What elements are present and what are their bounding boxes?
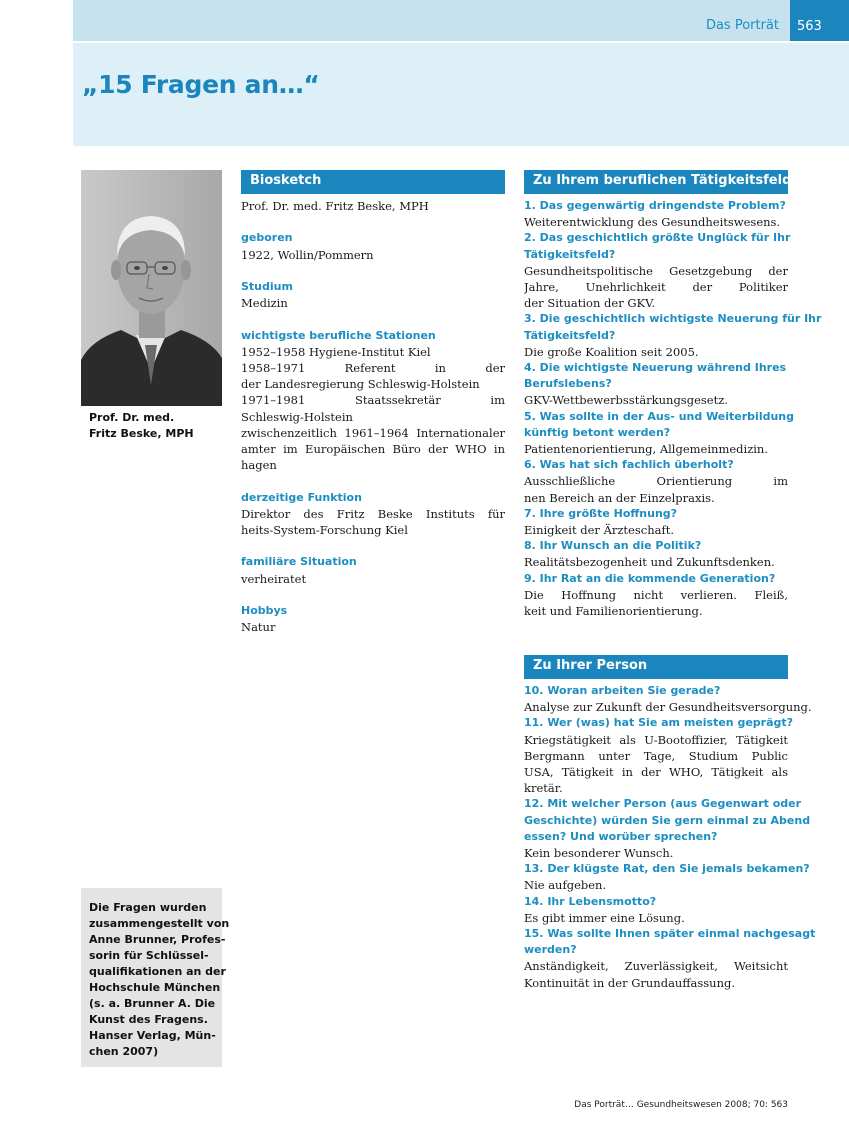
question-text: 11. Wer (was) hat Sie am meisten geprägt?: [524, 716, 794, 730]
answer-text: nen Bereich an der Einzelpraxis.: [524, 490, 715, 505]
question-text: 6. Was hat sich fachlich überholt?: [524, 458, 734, 472]
question-text: 14. Ihr Lebensmotto?: [524, 894, 657, 908]
answer-text: Realitätsbezogenheit und Zukunftsdenken.: [524, 555, 775, 570]
note-line: (s. a. Brunner A. Die: [89, 997, 216, 1010]
answer-text: kretär.: [524, 781, 563, 796]
question-text: 5. Was sollte in der Aus- und Weiterbildung: [524, 409, 795, 423]
work-heading: Zu Ihrem beruflichen Tätigkeitsfeld: [524, 170, 788, 194]
note-line: Die Fragen wurden: [89, 901, 207, 914]
answer-text: Die große Koalition seit 2005.: [524, 344, 699, 359]
answer-text: Weiterentwicklung des Gesundheitswesens.: [524, 215, 781, 230]
page-footer: Das Porträt… Gesundheitswesen 2008; 70: 563: [574, 1100, 788, 1110]
answer-text: Die Hoffnung nicht verlieren. Fleiß,: [524, 587, 788, 602]
study-label: Studium: [241, 279, 293, 293]
page-number: 563: [790, 0, 849, 41]
family-label: familiäre Situation: [241, 555, 357, 569]
work-questions-box: [524, 170, 822, 619]
biosketch-heading: Biosketch: [241, 170, 505, 194]
answer-text: Kein besonderer Wunsch.: [524, 845, 674, 860]
function-line: heits-System-Forschung Kiel: [241, 522, 408, 537]
answer-text: Einigkeit der Ärzteschaft.: [524, 523, 674, 538]
station-line: hagen: [241, 458, 277, 473]
study-value: Medizin: [241, 296, 288, 311]
station-line: amter im Europäischen Büro der WHO in: [241, 441, 505, 456]
question-text: 2. Das geschichtlich größte Unglück für Ihr: [524, 231, 791, 245]
question-text: 8. Ihr Wunsch an die Politik?: [524, 539, 702, 553]
question-text: essen? Und worüber sprechen?: [524, 829, 718, 843]
note-line: Anne Brunner, Profes-: [89, 933, 226, 946]
station-line: der Landesregierung Schleswig-Holstein: [241, 377, 480, 392]
answer-text: USA, Tätigkeit in der WHO, Tätigkeit als: [524, 764, 788, 779]
section-label: Das Porträt: [705, 18, 779, 33]
question-text: 9. Ihr Rat an die kommende Generation?: [524, 571, 776, 585]
station-line: 1971–1981 Staatssekretär im: [241, 393, 505, 408]
question-text: 15. Was sollte Ihnen später einmal nachgesagt: [524, 927, 816, 940]
biosketch-column: [241, 170, 505, 635]
answer-text: Nie aufgeben.: [524, 878, 607, 893]
page-title: „15 Fragen an…“: [82, 70, 320, 99]
hobbies-label: Hobbys: [241, 603, 288, 617]
question-text: Berufslebens?: [524, 377, 612, 391]
function-label: derzeitige Funktion: [241, 490, 362, 504]
person-questions-box: [524, 655, 816, 991]
question-text: künftig betont werden?: [524, 425, 671, 439]
question-text: 10. Woran arbeiten Sie gerade?: [524, 684, 721, 697]
caption-line: Fritz Beske, MPH: [89, 427, 194, 440]
answer-text: Kriegstätigkeit als U-Bootoffizier, Tätigkeit: [524, 732, 788, 747]
answer-text: Jahre, Unehrlichkeit der Politiker: [524, 280, 788, 294]
note-line: Hochschule München: [89, 981, 221, 994]
portrait-photo: [81, 170, 222, 406]
answer-text: Kontinuität in der Grundauffassung.: [524, 975, 735, 990]
hobbies-value: Natur: [241, 620, 276, 635]
question-text: Tätigkeitsfeld?: [524, 328, 616, 342]
question-text: 3. Die geschichtlich wichtigste Neuerung für Ihr: [524, 312, 822, 326]
answer-text: keit und Familienorientierung.: [524, 604, 703, 619]
person-heading: Zu Ihrer Person: [524, 655, 788, 679]
answer-text: Es gibt immer eine Lösung.: [524, 910, 685, 925]
note-line: qualifikationen an der: [89, 965, 226, 978]
note-line: sorin für Schlüssel-: [89, 949, 209, 962]
station-line: Schleswig-Holstein: [241, 409, 353, 424]
born-label: geboren: [241, 231, 293, 245]
question-text: Tätigkeitsfeld?: [524, 247, 616, 261]
caption-line: Prof. Dr. med.: [89, 411, 175, 424]
stations-label: wichtigste berufliche Stationen: [241, 328, 436, 342]
question-text: 12. Mit welcher Person (aus Gegenwart oder: [524, 797, 802, 811]
family-value: verheiratet: [241, 571, 307, 586]
answer-text: Anständigkeit, Zuverlässigkeit, Weitsicht: [524, 959, 788, 974]
function-line: Direktor des Fritz Beske Instituts für: [241, 506, 505, 521]
born-value: 1922, Wollin/Pommern: [241, 247, 374, 262]
answer-text: Bergmann unter Tage, Studium Public: [524, 748, 788, 763]
note-line: Kunst des Fragens.: [89, 1013, 208, 1026]
note-line: chen 2007): [89, 1045, 159, 1058]
answer-text: Patientenorientierung, Allgemeinmedizin.: [524, 442, 768, 457]
answer-text: Ausschließliche Orientierung im: [524, 474, 788, 489]
station-line: zwischenzeitlich 1961–1964 Internationaler: [241, 425, 505, 440]
answer-text: Analyse zur Zukunft der Gesundheitsversorgung.: [524, 700, 812, 715]
question-text: 7. Ihre größte Hoffnung?: [524, 506, 678, 520]
note-text: [89, 900, 230, 1060]
station-line: 1958–1971 Referent in der: [241, 360, 505, 375]
question-text: Geschichte) würden Sie gern einmal zu Abend: [524, 813, 811, 827]
question-text: werden?: [524, 943, 577, 957]
biosketch-name: Prof. Dr. med. Fritz Beske, MPH: [241, 199, 429, 213]
note-line: Hanser Verlag, Mün-: [89, 1029, 216, 1042]
note-line: zusammengestellt von: [89, 917, 230, 930]
photo-caption: [89, 410, 219, 442]
question-text: 13. Der klügste Rat, den Sie jemals bekamen?: [524, 862, 810, 876]
station-line: 1952–1958 Hygiene-Institut Kiel: [241, 344, 431, 359]
question-text: 4. Die wichtigste Neuerung während Ihres: [524, 361, 787, 374]
editorial-note: [81, 888, 230, 1067]
answer-text: GKV-Wettbewerbsstärkungsgesetz.: [524, 393, 728, 408]
question-text: 1. Das gegenwärtig dringendste Problem?: [524, 199, 786, 212]
answer-text: der Situation der GKV.: [524, 296, 656, 311]
answer-text: Gesundheitspolitische Gesetzgebung der: [524, 263, 788, 278]
